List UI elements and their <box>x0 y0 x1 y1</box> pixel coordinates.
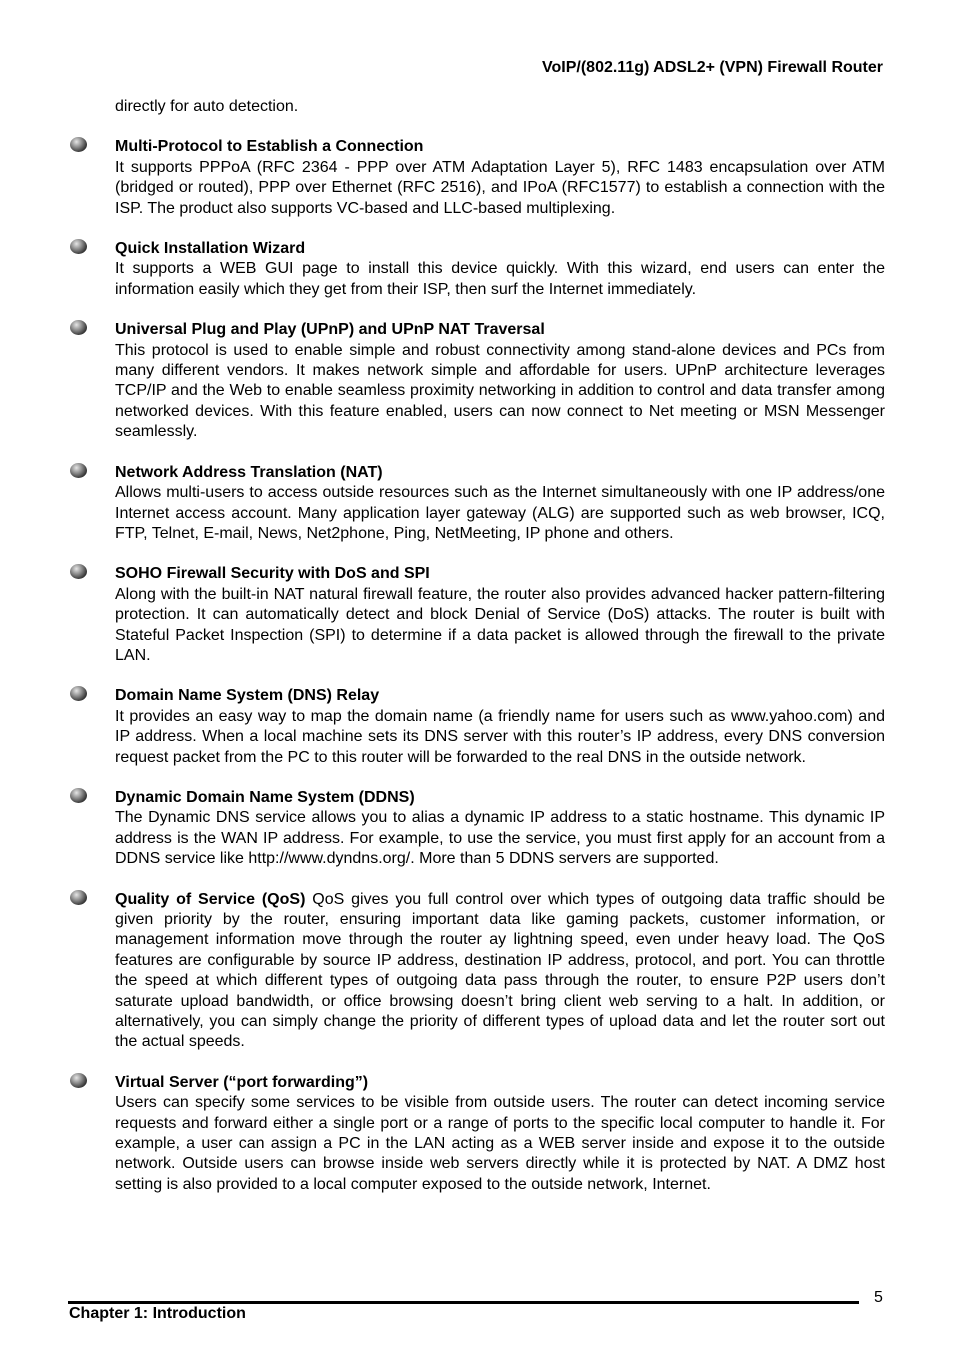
bullet-icon <box>70 463 87 478</box>
section-body: QoS gives you full control over which types of outgoing data traffic should be given priority by the router, ensuring important data like gaming packets, customer information, or management information move through the router ay lightning speed, even under heavy load. The QoS features are configurable by source IP address, destination IP address, protocol, and port. You can throttle the speed at which different types of outgoing data pass through the router, to ensure P2P users don’t saturate upload bandwidth, or office browsing doesn’t bring client web serving to a halt. In addition, or alternatively, you can simply change the priority of different types of upload data and let the router sort out the actual speeds. <box>115 890 885 1051</box>
section-title: Dynamic Domain Name System (DDNS) <box>115 788 415 806</box>
feature-section-virtual-server <box>115 1073 885 1195</box>
feature-section-upnp <box>115 320 885 442</box>
bullet-icon <box>70 320 87 335</box>
section-title: Universal Plug and Play (UPnP) and UPnP NAT Traversal <box>115 321 545 339</box>
section-title: Quick Installation Wizard <box>115 240 306 258</box>
feature-section-ddns <box>115 788 885 870</box>
feature-section-firewall <box>115 564 885 666</box>
feature-section-nat <box>115 463 885 545</box>
section-body: The Dynamic DNS service allows you to alias a dynamic IP address to a static hostname. This dynamic IP address is the WAN IP address. For example, to use the service, you must first apply for an account from a DDNS service like http://www.dyndns.org/. More than 5 DDNS servers are supported. <box>115 809 885 868</box>
bullet-icon <box>70 686 87 701</box>
section-body: Allows multi-users to access outside resources such as the Internet simultaneously with one IP address/one Internet access account. Many application layer gateway (ALG) are supported such as web browser, ICQ, FTP, Telnet, E-mail, News, Net2phone, Ping, NetMeeting, IP phone and others. <box>115 484 885 542</box>
bullet-icon <box>70 137 87 152</box>
footer-chapter-title: Chapter 1: Introduction <box>69 1305 246 1322</box>
document-body <box>115 97 885 1195</box>
section-body: It provides an easy way to map the domain name (a friendly name for users such as www.yahoo.com) and IP address. When a local machine sets its DNS server with this router’s IP address, every DNS conversion request packet from the PC to this router will be forwarded to the real DNS in the outside network. <box>115 707 885 766</box>
section-title: Multi-Protocol to Establish a Connection <box>115 138 424 156</box>
page-number: 5 <box>874 1289 883 1306</box>
feature-section-dns-relay <box>115 686 885 768</box>
section-title: SOHO Firewall Security with DoS and SPI <box>115 565 430 583</box>
feature-section-multi-protocol <box>115 137 885 219</box>
feature-section-qos <box>115 890 885 1053</box>
bullet-icon <box>70 788 87 803</box>
section-title: Network Address Translation (NAT) <box>115 463 383 481</box>
bullet-icon <box>70 890 87 905</box>
footer-divider <box>68 1301 859 1304</box>
bullet-icon <box>70 564 87 579</box>
section-body: This protocol is used to enable simple and robust connectivity among stand-alone devices and PCs from many different vendors. It makes network simple and affordable for users. UPnP architecture leverages TCP/IP and the Web to enable seamless proximity networking in addition to control and data transfer among networked devices. With this feature enabled, users can now connect to Net meeting or MSN Messenger seamlessly. <box>115 341 885 441</box>
section-body: It supports PPPoA (RFC 2364 - PPP over ATM Adaptation Layer 5), RFC 1483 encapsulation over ATM (bridged or routed), PPP over Ethernet (RFC 2516), and IPoA (RFC1577) to establish a connection with the ISP. The product also supports VC-based and LLC-based multiplexing. <box>115 158 885 217</box>
bullet-icon <box>70 1073 87 1088</box>
bullet-icon <box>70 239 87 254</box>
intro-text: directly for auto detection. <box>115 98 299 115</box>
section-body: Along with the built-in NAT natural firewall feature, the router also provides advanced hacker pattern-filtering protection. It can automatically detect and block Denial of Service (DoS) attacks. The router is built with Stateful Packet Inspection (SPI) to determine if a data packet is allowed through the firewall to the private LAN. <box>115 585 885 664</box>
section-title: Domain Name System (DNS) Relay <box>115 687 380 705</box>
section-body: Users can specify some services to be visible from outside users. The router can detect incoming service requests and forward either a single port or a range of ports to the specific local computer to handle it. For example, a user can assign a PC in the LAN acting as a WEB server inside and expose it to the outside network. Outside users can browse inside web servers directly while it is protected by NAT. A DMZ host setting is also provided to a local computer exposed to the outside network, Internet. <box>115 1094 885 1193</box>
document-header-title: VoIP/(802.11g) ADSL2+ (VPN) Firewall Router <box>542 59 883 76</box>
section-title: Virtual Server (“port forwarding”) <box>115 1073 369 1091</box>
section-body: It supports a WEB GUI page to install this device quickly. With this wizard, end users can enter the information easily which they get from their ISP, then surf the Internet immediately. <box>115 260 885 298</box>
feature-section-quick-wizard <box>115 239 885 300</box>
section-title: Quality of Service (QoS) <box>115 890 313 908</box>
